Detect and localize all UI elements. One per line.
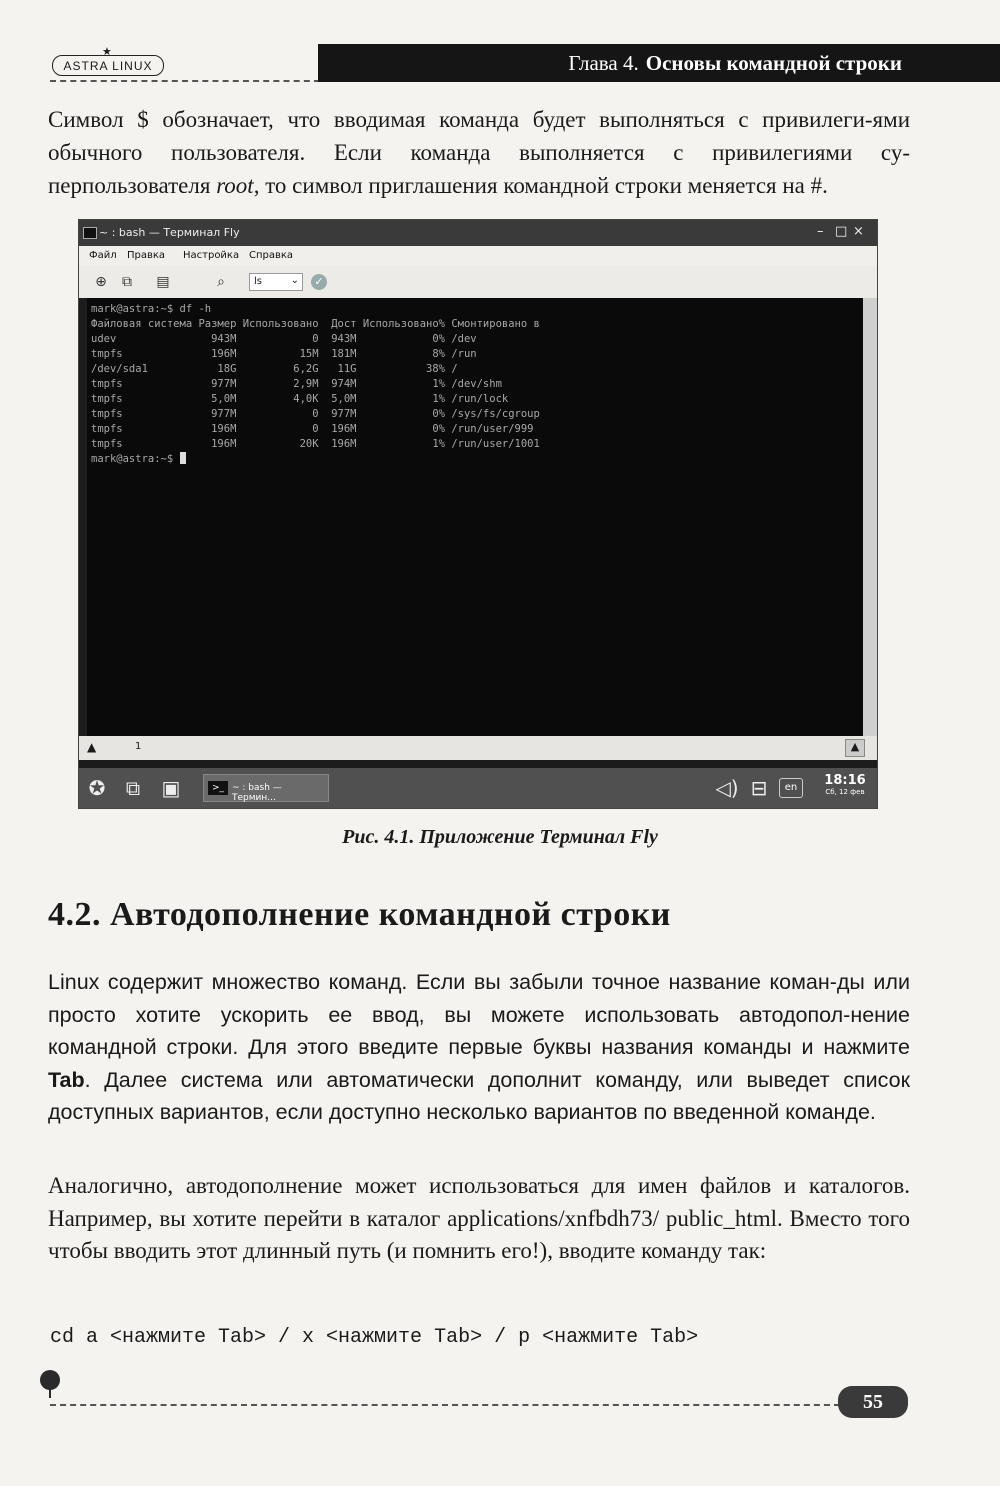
taskbar-label: ~ : bash — Термин... (232, 783, 282, 803)
window-titlebar (79, 220, 877, 246)
astra-linux-logo (52, 55, 164, 76)
minimize-icon[interactable]: – (817, 224, 824, 239)
chapter-prefix: Глава 4. (568, 50, 639, 75)
clock[interactable] (819, 773, 871, 796)
menu-edit[interactable]: Правка (127, 250, 166, 261)
menu-file[interactable]: Файл (89, 250, 117, 261)
p4-text: Аналогично, автодополнение может использоваться для имен файлов и каталогов. Например, вы хотите перейти в каталог applications/xnfbdh73/ public_html. Вместо того чтобы вводить этот длинный путь (и помнить его!), вводите команду так: (48, 1173, 910, 1263)
maximize-icon[interactable]: □ (835, 224, 848, 239)
p1-root-term: root (216, 173, 254, 198)
p3-text-end: . Далее система или автоматически дополнит команду, или выведет список доступных вариантов, если доступно несколько вариантов по введенной команде. (48, 1067, 910, 1124)
copy-icon[interactable]: ▤ (156, 274, 170, 290)
search-icon[interactable]: ⌕ (217, 274, 225, 290)
terminal-app-icon (83, 227, 97, 239)
chapter-title: Основы командной строки (645, 50, 902, 75)
tab-session-icon[interactable]: ▲ (87, 740, 97, 754)
menu-bar (79, 246, 877, 266)
terminal-fly-screenshot (78, 219, 878, 809)
footer-dashed-rule (50, 1404, 840, 1406)
terminal-cursor (180, 452, 186, 464)
terminal-line: tmpfs 196M 20K 196M 1% /run/user/1001 (91, 438, 540, 450)
p3-tab-key: Tab (48, 1067, 85, 1092)
language-indicator[interactable]: en (779, 778, 803, 798)
terminal-task-icon: >_ (208, 781, 228, 795)
figure-caption: Рис. 4.1. Приложение Терминал Fly (342, 826, 658, 848)
terminal-line: tmpfs 977M 2,9M 974M 1% /dev/shm (91, 378, 502, 390)
paragraph-filenames (48, 1170, 910, 1268)
close-icon[interactable]: × (853, 224, 864, 239)
toolbar (79, 266, 877, 298)
menu-help[interactable]: Справка (249, 250, 294, 261)
clock-time: 18:16 (824, 773, 866, 788)
terminal-scrollbar[interactable] (863, 298, 877, 736)
windows-icon[interactable]: ⧉ (125, 776, 141, 800)
terminal-line: tmpfs 196M 0 196M 0% /run/user/999 (91, 423, 534, 435)
terminal-prompt: mark@astra:~$ (91, 453, 180, 465)
menu-settings[interactable]: Настройка (183, 250, 240, 261)
desktop-taskbar (79, 768, 877, 808)
paragraph-prompt-symbol (48, 103, 910, 202)
p3-text: Linux содержит множество команд. Если вы забыли точное название коман-ды или просто хотите ускорить ее ввод, вы можете использовать автодопол-нение командной строки. Для этого введите первые буквы названия команды и нажмите (48, 970, 910, 1059)
terminal-tabs-bar (79, 736, 877, 760)
terminal-line: tmpfs 977M 0 977M 0% /sys/fs/cgroup (91, 408, 540, 420)
new-window-icon[interactable]: ⧉ (122, 274, 132, 290)
section-heading: 4.2. Автодополнение командной строки (48, 896, 671, 933)
pin-stem (49, 1388, 51, 1398)
chapter-header-bar (318, 44, 1000, 82)
ok-check-icon[interactable]: ✓ (311, 274, 327, 290)
tab-close-icon[interactable]: ▲ (845, 739, 865, 757)
combo-value: ls (254, 276, 262, 287)
window-title: ~ : bash — Терминал Fly (99, 226, 240, 239)
terminal-line: Файловая система Размер Использовано Дост Использовано% Cмонтировано в (91, 318, 540, 330)
new-tab-icon[interactable]: ⊕ (95, 274, 107, 290)
chevron-down-icon: ⌄ (290, 275, 299, 286)
paragraph-autocomplete (48, 966, 910, 1129)
logo-text: ASTRA LINUX (63, 58, 153, 73)
code-example: cd a <нажмите Tab> / x <нажмите Tab> / p <нажмите Tab> (50, 1326, 699, 1349)
p1-text: Символ $ обозначает, что вводимая команда будет выполняться с привилеги-ями обычного пользователя. Если команда выполняется с привилегиями су-перпользователя (48, 107, 910, 198)
tab-number[interactable]: 1 (135, 741, 142, 752)
terminal-line: /dev/sda1 18G 6,2G 11G 38% / (91, 363, 458, 375)
terminal-output (91, 302, 540, 467)
command-combo[interactable] (249, 273, 303, 291)
page-number: 55 (838, 1386, 908, 1418)
volume-icon[interactable]: ◁) (715, 776, 739, 800)
header-dashed-rule (50, 80, 320, 82)
terminal-line: mark@astra:~$ df -h (91, 303, 212, 315)
taskbar-terminal-button[interactable] (203, 774, 329, 802)
pin-icon (40, 1370, 60, 1390)
logo-star-icon: ★ (102, 45, 112, 58)
terminal-area[interactable] (87, 298, 863, 736)
terminal-line: tmpfs 196M 15M 181M 8% /run (91, 348, 477, 360)
desktop-icon[interactable]: ▣ (161, 776, 181, 800)
p1-text-end: , то символ приглашения командной строки меняется на #. (253, 173, 828, 198)
terminal-line: tmpfs 5,0M 4,0K 5,0M 1% /run/lock (91, 393, 509, 405)
clock-date: Сб, 12 фев (825, 788, 865, 796)
network-icon[interactable]: ⊟ (750, 776, 768, 800)
terminal-line: udev 943M 0 943M 0% /dev (91, 333, 477, 345)
start-menu-icon[interactable]: ✪ (88, 776, 106, 800)
